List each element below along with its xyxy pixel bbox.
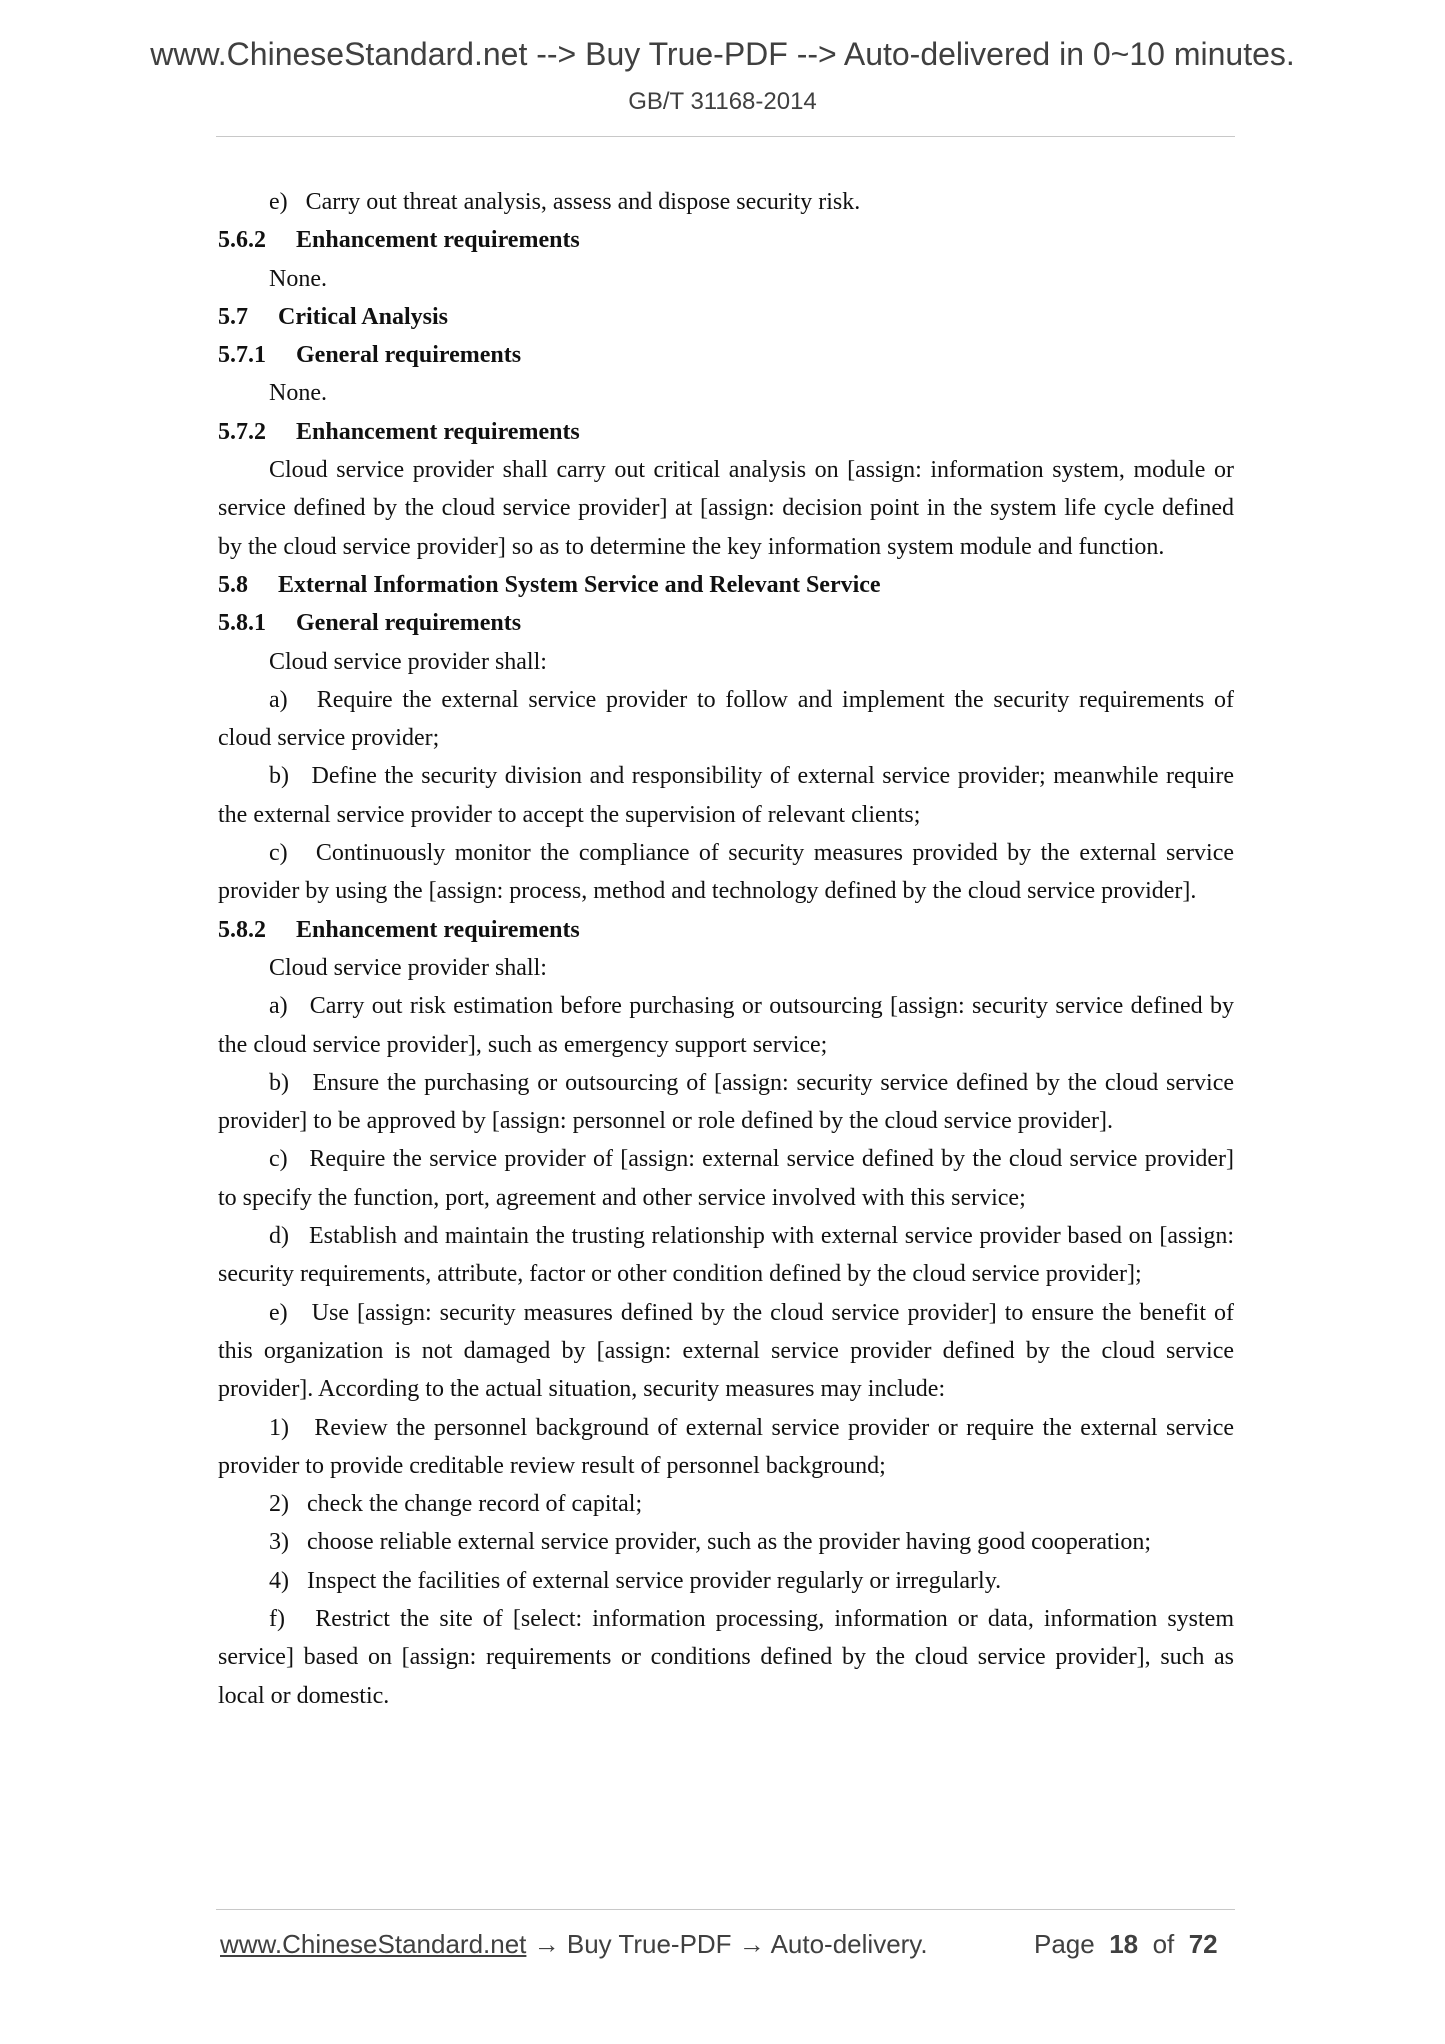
section-heading [218, 911, 1234, 949]
section-title: Enhancement requirements [296, 916, 580, 943]
list-item: b) Ensure the purchasing or outsourcing of [assign: security service defined by the cloud service provider] to be approved by [assign: personnel or role defined by the cloud service provider]. [218, 1069, 1234, 1135]
section-heading [218, 566, 1234, 604]
page-total: 72 [1188, 1929, 1218, 1959]
section-heading [218, 336, 1234, 374]
list-item: a) Carry out risk estimation before purchasing or outsourcing [assign: security service defined by the cloud service provider], such as emergency support service; [218, 993, 1234, 1058]
section-heading [218, 604, 1234, 642]
section-number: 5.7.1 [218, 342, 266, 369]
body-paragraph: Cloud service provider shall carry out critical analysis on [assign: information system, module or service defined by the cloud service provider] at [assign: decision point in the system life cycle defined by the cloud service provider] so as to determine the key information system module and function. [218, 457, 1234, 560]
footer-tagline: → Buy True-PDF → Auto-delivery. [526, 1929, 928, 1959]
section-heading [218, 221, 1234, 259]
footer-divider [216, 1909, 1235, 1910]
body-paragraph: Cloud service provider shall: [269, 648, 547, 675]
list-item: 4) Inspect the facilities of external service provider regularly or irregularly. [269, 1567, 1002, 1594]
body-paragraph: None. [269, 380, 327, 407]
list-item: b) Define the security division and responsibility of external service provider; meanwhile require the external service provider to accept the supervision of relevant clients; [218, 763, 1234, 828]
section-title: External Information System Service and Relevant Service [278, 571, 881, 598]
section-number: 5.7.2 [218, 418, 266, 445]
list-item: d) Establish and maintain the trusting relationship with external service provider based on [assign: security requirements, attribute, factor or other condition defined by the cloud service provider]; [218, 1223, 1234, 1288]
body-paragraph: Cloud service provider shall: [269, 954, 547, 981]
section-title: General requirements [296, 610, 522, 637]
list-item: c) Continuously monitor the compliance of security measures provided by the external service provider by using the [assign: process, method and technology defined by the cloud service provider]. [218, 840, 1234, 905]
document-body [218, 183, 1234, 1715]
section-number: 5.8.1 [218, 610, 266, 637]
page-current: 18 [1109, 1929, 1139, 1959]
footer-website-link[interactable]: www.ChineseStandard.net [220, 1929, 527, 1959]
body-paragraph: None. [269, 265, 327, 292]
section-heading [218, 413, 1234, 451]
list-item: e) Carry out threat analysis, assess and dispose security risk. [269, 189, 861, 215]
section-heading [218, 298, 1234, 336]
header-banner: www.ChineseStandard.net --> Buy True-PDF --> Auto-delivered in 0~10 minutes. [150, 36, 1295, 72]
footer-promo [220, 1929, 928, 1960]
list-item: 2) check the change record of capital; [269, 1491, 643, 1518]
page-label: Page [1034, 1929, 1095, 1959]
page-indicator [1034, 1929, 1218, 1960]
list-item: a) Require the external service provider to follow and implement the security requirements of cloud service provider; [218, 686, 1234, 752]
list-item: 3) choose reliable external service provider, such as the provider having good cooperation; [269, 1529, 1152, 1556]
section-title: Enhancement requirements [296, 418, 580, 445]
section-number: 5.8 [218, 571, 248, 598]
section-title: Enhancement requirements [296, 227, 580, 254]
list-item: f) Restrict the site of [select: information processing, information or data, information system service] based on [assign: requirements or conditions defined by the cloud service provider], such as local or domestic. [218, 1605, 1234, 1709]
section-title: Critical Analysis [278, 303, 449, 330]
list-item: e) Use [assign: security measures defined by the cloud service provider] to ensure the benefit of this organization is not damaged by [assign: external service provider defined by the cloud service provider]. According to the actual situation, security measures may include: [218, 1299, 1234, 1403]
page-of-label: of [1152, 1929, 1175, 1959]
section-number: 5.7 [218, 303, 248, 330]
standard-number: GB/T 31168-2014 [628, 88, 817, 115]
list-item: 1) Review the personnel background of external service provider or require the external service provider to provide creditable review result of personnel background; [218, 1414, 1234, 1479]
list-item: c) Require the service provider of [assign: external service defined by the cloud service provider] to specify the function, port, agreement and other service involved with this service; [218, 1146, 1234, 1211]
header-divider [216, 136, 1235, 137]
section-title: General requirements [296, 342, 522, 369]
section-number: 5.6.2 [218, 227, 266, 254]
section-number: 5.8.2 [218, 916, 266, 943]
